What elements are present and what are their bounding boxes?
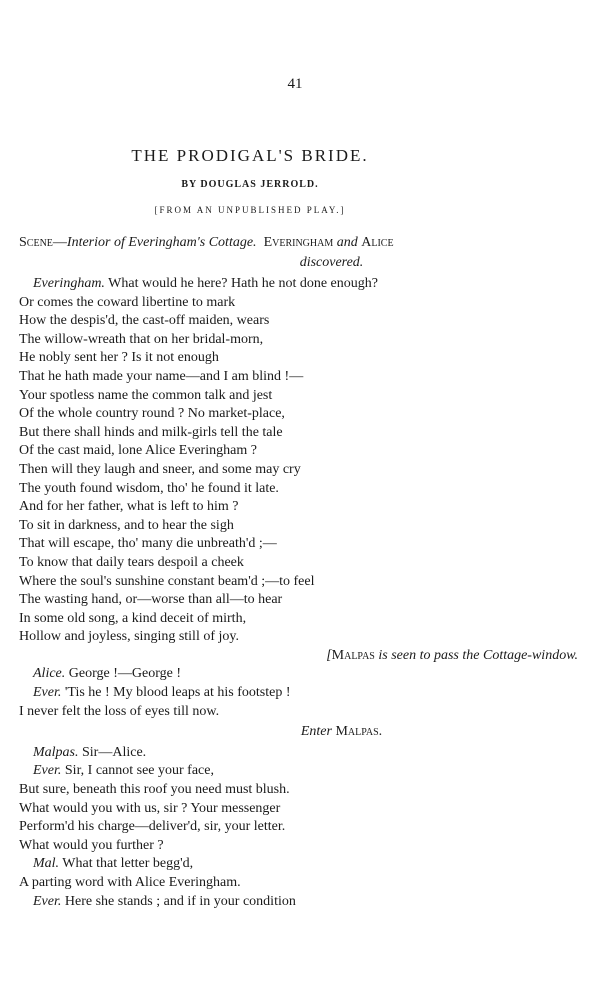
author-byline: BY DOUGLAS JERROLD.: [181, 179, 319, 190]
enter-word: Enter: [300, 724, 332, 740]
verse-line: Or comes the coward libertine to mark: [19, 294, 236, 310]
speaker-name: Ever.: [33, 763, 62, 779]
verse-line: Of the cast maid, lone Alice Everingham ?: [19, 443, 257, 459]
scene-heading: [19, 233, 584, 273]
line-text: Here she stands ; and if in your condition: [61, 893, 296, 909]
verse-line: [19, 893, 584, 912]
verse-body: [19, 275, 584, 911]
verse-line: But there shall hinds and milk-girls tell the tale: [19, 424, 283, 440]
verse-line: And for her father, what is left to him ?: [19, 499, 239, 515]
verse-line: Your spotless name the common talk and jest: [19, 387, 273, 403]
speaker-name: Alice.: [33, 666, 66, 682]
stage-direction-enter: [19, 723, 584, 742]
stage-text: is seen to pass the Cottage-window.: [374, 647, 578, 663]
scene-and: and: [336, 235, 358, 250]
verse-line: [19, 855, 584, 874]
verse-line: The willow-wreath that on her bridal-morn,: [19, 331, 264, 347]
verse-line: [19, 762, 584, 781]
verse-line: [19, 275, 584, 294]
scene-character-1: Everingham: [263, 235, 334, 250]
verse-line: He nobly sent her ? Is it not enough: [19, 350, 219, 366]
verse-line: Of the whole country round ? No market-place,: [19, 406, 285, 422]
stage-character: Malpas: [331, 647, 375, 663]
verse-line: In some old song, a kind deceit of mirth,: [19, 610, 247, 626]
stage-direction: [19, 647, 584, 666]
verse-line: To sit in darkness, and to hear the sigh: [19, 517, 234, 533]
line-text: Sir, I cannot see your face,: [61, 763, 214, 779]
scene-dash: —: [52, 235, 67, 250]
verse-line: A parting word with Alice Everingham.: [19, 875, 241, 890]
verse-line: I never felt the loss of eyes till now.: [19, 703, 220, 719]
play-title: THE PRODIGAL'S BRIDE.: [131, 146, 369, 165]
verse-line: What would you further ?: [19, 837, 164, 853]
verse-line: [19, 744, 584, 763]
speaker-name: Malpas.: [33, 744, 79, 760]
scene-character-2: Alice: [361, 235, 394, 250]
line-text: George !—George !: [65, 666, 181, 682]
page-number: 41: [287, 76, 303, 92]
verse-line: That he hath made your name—and I am blind !—: [19, 368, 304, 384]
verse-line: Where the soul's sunshine constant beam'd ;—to feel: [19, 573, 315, 589]
verse-line: The youth found wisdom, tho' he found it late.: [19, 480, 279, 496]
verse-line: To know that daily tears despoil a cheek: [19, 554, 244, 570]
verse-line: Perform'd his charge—deliver'd, sir, your letter.: [19, 819, 286, 835]
scene-setting: Interior of Everingham's Cottage.: [66, 235, 257, 250]
verse-line: That will escape, tho' many die unbreath'd ;—: [19, 536, 277, 552]
verse-line: The wasting hand, or—worse than all—to hear: [19, 592, 283, 608]
stage-bracket: [: [326, 647, 332, 663]
speaker-name: Everingham.: [33, 276, 105, 291]
verse-line: [19, 665, 584, 684]
verse-line: [19, 684, 584, 703]
speaker-name: Ever.: [33, 893, 62, 909]
verse-line: What would you with us, sir ? Your messenger: [19, 800, 281, 816]
speaker-name: Mal.: [33, 856, 60, 872]
verse-line: Hollow and joyless, singing still of joy.: [19, 629, 239, 645]
stage-character: Malpas.: [335, 724, 383, 740]
line-text: 'Tis he ! My blood leaps at his footstep !: [61, 685, 291, 701]
line-text: What that letter begg'd,: [59, 856, 194, 872]
speaker-name: Ever.: [33, 685, 62, 701]
line-text: Sir—Alice.: [78, 744, 147, 760]
verse-line: Then will they laugh and sneer, and some may cry: [19, 461, 301, 477]
verse-line: How the despis'd, the cast-off maiden, wears: [19, 313, 270, 329]
source-note: [FROM AN UNPUBLISHED PLAY.]: [154, 205, 346, 215]
line-text: What would he here? Hath he not done enough?: [104, 276, 378, 291]
scene-discovered: discovered.: [299, 255, 364, 270]
verse-line: But sure, beneath this roof you need must blush.: [19, 782, 290, 798]
scene-label: Scene: [19, 235, 53, 250]
